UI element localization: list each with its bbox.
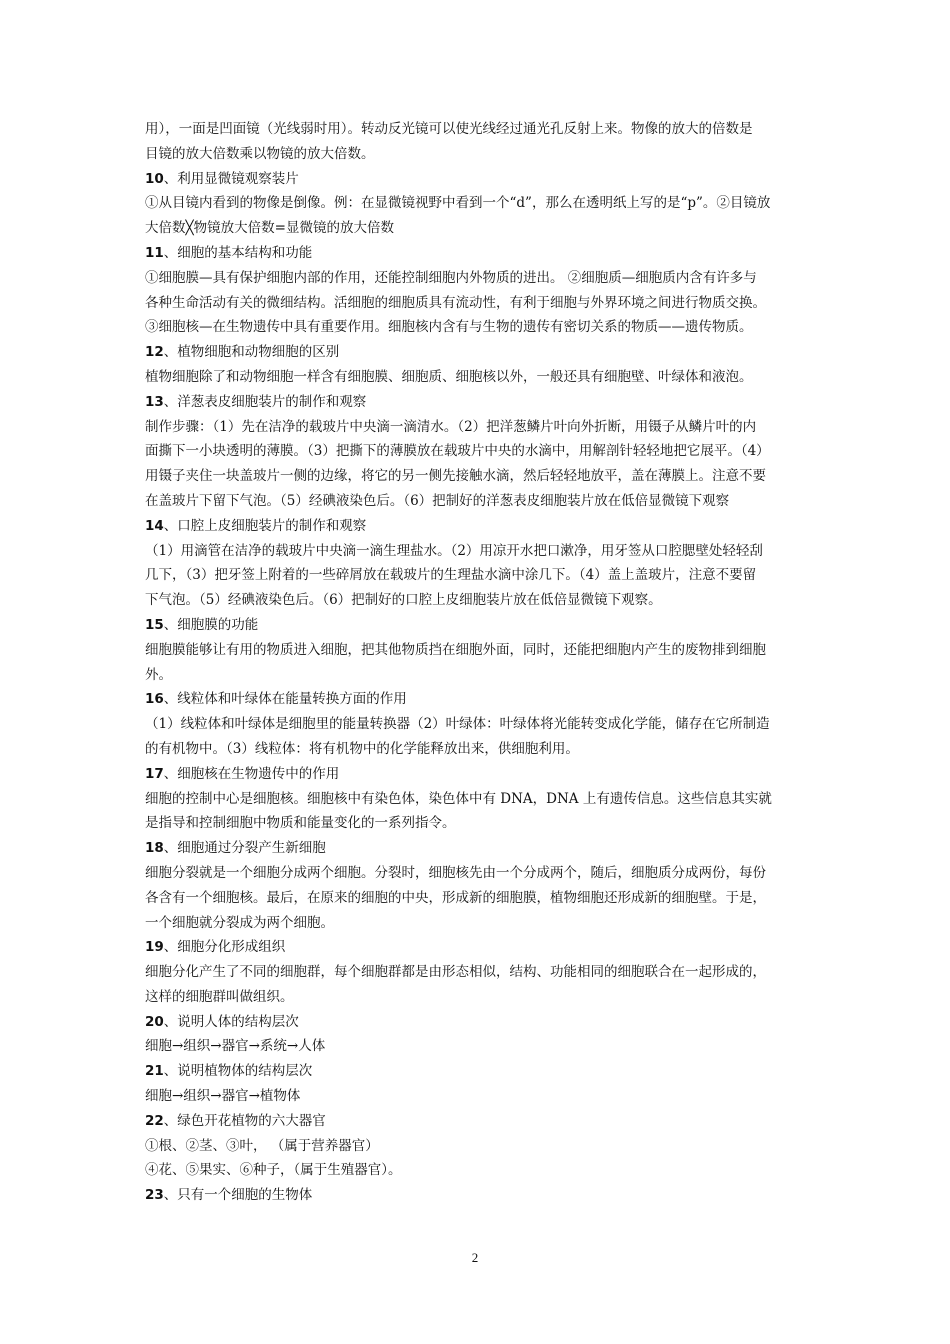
paragraph-text: 是指导和控制细胞中物质和能量变化的一系列指令。 <box>145 815 456 832</box>
section-heading <box>145 1059 813 1084</box>
section-number: 17 <box>145 765 164 782</box>
paragraph-text: ①从目镜内看到的物像是倒像。例：在显微镜视野中看到一个“d”，那么在透明纸上写的是“p”。②目镜放 <box>145 195 771 212</box>
text-line <box>145 464 813 489</box>
paragraph-text: 这样的细胞群叫做组织。 <box>145 988 294 1005</box>
paragraph-text: 细胞膜能够让有用的物质进入细胞，把其他物质挡在细胞外面，同时，还能把细胞内产生的废物排到细胞 <box>145 641 766 658</box>
text-line <box>145 415 813 440</box>
paragraph-text: 细胞分化产生了不同的细胞群，每个细胞群都是由形态相似，结构、功能相同的细胞联合在一起形成的， <box>145 964 766 981</box>
paragraph-text: 用镊子夹住一块盖玻片一侧的边缘，将它的另一侧先接触水滴，然后轻轻地放平，盖在薄膜上。注意不要 <box>145 468 766 485</box>
text-line <box>145 811 813 836</box>
paragraph-text: 的有机物中。（3）线粒体：将有机物中的化学能释放出来，供细胞利用。 <box>145 740 579 757</box>
text-line <box>145 1158 813 1183</box>
section-title: 、细胞的基本结构和功能 <box>163 244 313 261</box>
section-number: 14 <box>145 517 164 534</box>
paragraph-text: 外。 <box>145 666 172 683</box>
section-heading <box>145 836 813 861</box>
text-line <box>145 712 813 737</box>
section-number: 12 <box>145 344 164 361</box>
text-line <box>145 911 813 936</box>
text-line <box>145 365 813 390</box>
section-heading <box>145 935 813 960</box>
section-number: 19 <box>145 939 164 956</box>
section-title: 、只有一个细胞的生物体 <box>163 1187 313 1204</box>
section-number: 16 <box>145 691 164 708</box>
text-line <box>145 266 813 291</box>
paragraph-text: ③细胞核—在生物遗传中具有重要作用。细胞核内含有与生物的遗传有密切关系的物质——遗传物质。 <box>145 319 753 336</box>
text-line <box>145 737 813 762</box>
paragraph-text: 目镜的放大倍数乘以物镜的放大倍数。 <box>145 145 375 162</box>
page-number: 2 <box>471 1250 479 1265</box>
text-line <box>145 588 813 613</box>
paragraph-text: 下气泡。（5）经碘液染色后。（6）把制好的口腔上皮细胞装片放在低倍显微镜下观察。 <box>145 592 662 609</box>
section-heading <box>145 167 813 192</box>
section-number: 10 <box>145 170 164 187</box>
section-heading <box>145 1109 813 1134</box>
text-line <box>145 539 813 564</box>
paragraph-text: 用），一面是凹面镜（光线弱时用）。转动反光镜可以使光线经过通光孔反射上来。物像的放大的倍数是 <box>145 121 753 137</box>
text-line <box>145 439 813 464</box>
section-title: 、绿色开花植物的六大器官 <box>163 1112 326 1129</box>
text-line <box>145 563 813 588</box>
section-heading <box>145 687 813 712</box>
section-heading <box>145 241 813 266</box>
text-line <box>145 1134 813 1159</box>
paragraph-text: 植物细胞除了和动物细胞一样含有细胞膜、细胞质、细胞核以外，一般还具有细胞壁、叶绿体和液泡。 <box>145 368 753 385</box>
paragraph-text: 几下，（3）把牙签上附着的一些碎屑放在载玻片的生理盐水滴中涂几下。（4）盖上盖玻片，注意不要留 <box>145 567 757 584</box>
text-line <box>145 960 813 985</box>
paragraph-text: （1）线粒体和叶绿体是细胞里的能量转换器（2）叶绿体：叶绿体将光能转变成化学能，储存在它所制造 <box>145 716 770 733</box>
section-title: 、线粒体和叶绿体在能量转换方面的作用 <box>163 691 407 708</box>
section-title: 、说明人体的结构层次 <box>163 1013 299 1030</box>
section-number: 21 <box>145 1063 164 1080</box>
text-line <box>145 142 813 167</box>
section-title: 、利用显微镜观察装片 <box>163 170 299 187</box>
paragraph-text: 细胞→组织→器官→系统→人体 <box>145 1038 326 1055</box>
paragraph-text: ①细胞膜—具有保护细胞内部的作用，还能控制细胞内外物质的进出。 ②细胞质—细胞质内含有许多与 <box>145 269 757 286</box>
text-line <box>145 1084 813 1109</box>
paragraph-text: 大倍数╳物镜放大倍数=显微镜的放大倍数 <box>145 220 394 237</box>
section-heading <box>145 1010 813 1035</box>
section-title: 、细胞膜的功能 <box>163 616 259 633</box>
paragraph-text: 各含有一个细胞核。最后，在原来的细胞的中央，形成新的细胞膜，植物细胞还形成新的细胞壁。于是， <box>145 889 766 906</box>
paragraph-text: 各种生命活动有关的微细结构。活细胞的细胞质具有流动性，有利于细胞与外界环境之间进行物质交换。 <box>145 294 766 311</box>
paragraph-text: 制作步骤：（1）先在洁净的载玻片中央滴一滴清水。（2）把洋葱鳞片叶向外折断，用镊子从鳞片叶的内 <box>145 418 757 435</box>
paragraph-text: 一个细胞就分裂成为两个细胞。 <box>145 914 334 931</box>
section-title: 、洋葱表皮细胞装片的制作和观察 <box>163 393 367 410</box>
section-heading <box>145 390 813 415</box>
section-title: 、说明植物体的结构层次 <box>163 1063 313 1080</box>
text-line <box>145 985 813 1010</box>
text-line <box>145 886 813 911</box>
section-number: 15 <box>145 616 164 633</box>
paragraph-text: ①根、②茎、③叶， （属于营养器官） <box>145 1137 379 1154</box>
section-heading <box>145 1183 813 1208</box>
section-number: 20 <box>145 1013 164 1030</box>
text-line <box>145 315 813 340</box>
section-title: 、口腔上皮细胞装片的制作和观察 <box>163 517 367 534</box>
section-number: 23 <box>145 1187 164 1204</box>
section-number: 13 <box>145 393 164 410</box>
text-line <box>145 787 813 812</box>
section-number: 18 <box>145 840 164 857</box>
text-line <box>145 291 813 316</box>
paragraph-text: 在盖玻片下留下气泡。（5）经碘液染色后。（6）把制好的洋葱表皮细胞装片放在低倍显微镜下观察 <box>145 492 730 509</box>
section-heading <box>145 613 813 638</box>
section-title: 、细胞通过分裂产生新细胞 <box>163 840 326 857</box>
paragraph-text: 细胞→组织→器官→植物体 <box>145 1088 301 1105</box>
paragraph-text: 细胞分裂就是一个细胞分成两个细胞。分裂时，细胞核先由一个分成两个，随后，细胞质分成两份，每份 <box>145 864 766 881</box>
section-title: 、细胞核在生物遗传中的作用 <box>163 765 340 782</box>
text-line <box>145 663 813 688</box>
text-line <box>145 861 813 886</box>
paragraph-text: 细胞的控制中心是细胞核。细胞核中有染色体，染色体中有 DNA，DNA 上有遗传信息。这些信息其实就 <box>145 790 772 807</box>
text-line <box>145 1034 813 1059</box>
paragraph-text: ④花、⑤果实、⑥种子，（属于生殖器官）。 <box>145 1162 402 1179</box>
paragraph-text: 面撕下一小块透明的薄膜。（3）把撕下的薄膜放在载玻片中央的水滴中，用解剖针轻轻地把它展平。（4） <box>145 443 770 460</box>
section-number: 22 <box>145 1112 164 1129</box>
section-heading <box>145 340 813 365</box>
section-heading <box>145 762 813 787</box>
text-line <box>145 638 813 663</box>
section-heading <box>145 514 813 539</box>
text-line <box>145 216 813 241</box>
section-title: 、细胞分化形成组织 <box>163 939 286 956</box>
text-line <box>145 191 813 216</box>
paragraph-text: （1）用滴管在洁净的载玻片中央滴一滴生理盐水。（2）用凉开水把口漱净，用牙签从口腔腮壁处轻轻刮 <box>145 542 763 559</box>
page-body <box>145 117 813 1208</box>
section-title: 、植物细胞和动物细胞的区别 <box>163 344 340 361</box>
text-line <box>145 117 813 142</box>
section-number: 11 <box>145 244 164 261</box>
text-line <box>145 489 813 514</box>
